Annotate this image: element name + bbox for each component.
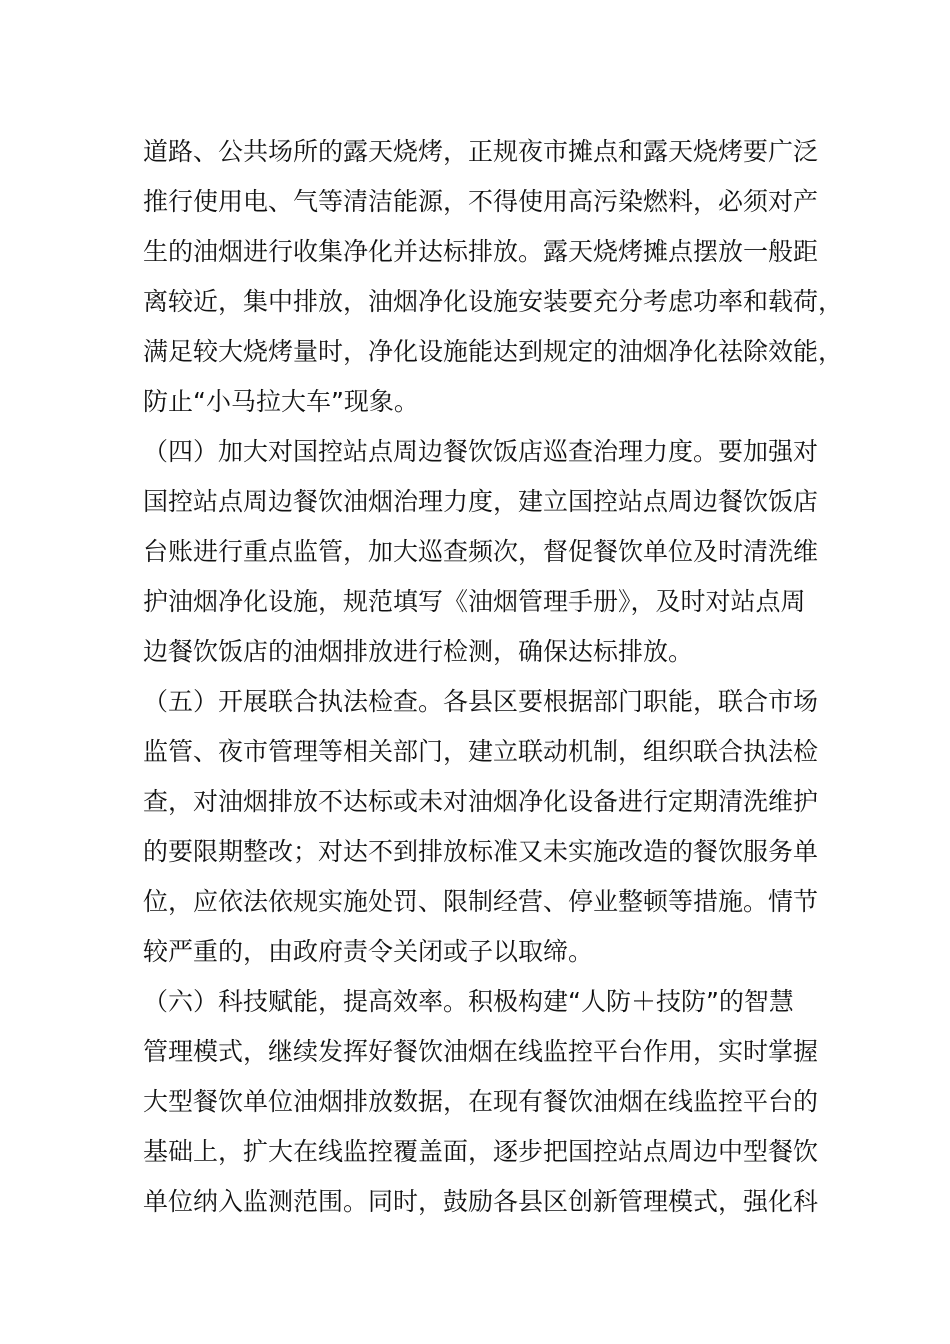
text-line: 较严重的，由政府责令关闭或子以取缔。 (143, 937, 594, 966)
text-line: 监管、夜市管理等相关部门，建立联动机制，组织联合执法检 (143, 737, 819, 766)
text-line: 道路、公共场所的露天烧烤，正规夜市摊点和露天烧烤要广泛 (143, 137, 819, 166)
text-line: 推行使用电、气等清洁能源，不得使用高污染燃料，必须对产 (143, 187, 819, 216)
text-line: 大型餐饮单位油烟排放数据，在现有餐饮油烟在线监控平台的 (143, 1087, 819, 1116)
text-line: 位，应依法依规实施处罚、限制经营、停业整顿等措施。情节 (143, 887, 819, 916)
text-line: 基础上，扩大在线监控覆盖面，逐步把国控站点周边中型餐饮 (143, 1137, 819, 1166)
text-line: 护油烟净化设施，规范填写《油烟管理手册》，及时对站点周 (143, 587, 806, 616)
text-line: 边餐饮饭店的油烟排放进行检测，确保达标排放。 (143, 637, 694, 666)
body-text (143, 127, 844, 1227)
text-line: 防止“小马拉大车”现象。 (143, 387, 419, 416)
text-line: 查，对油烟排放不达标或未对油烟净化设备进行定期清洗维护 (143, 787, 819, 816)
text-line: 满足较大烧烤量时，净化设施能达到规定的油烟净化祛除效能， (143, 337, 844, 366)
section-heading-line: （五）开展联合执法检查。各县区要根据部门职能，联合市场 (143, 687, 819, 716)
text-line: 单位纳入监测范围。同时，鼓励各县区创新管理模式，强化科 (143, 1187, 819, 1216)
section-heading-line: （四）加大对国控站点周边餐饮饭店巡查治理力度。要加强对 (143, 437, 819, 466)
text-line: 的要限期整改；对达不到排放标准又未实施改造的餐饮服务单 (143, 837, 819, 866)
text-line: 国控站点周边餐饮油烟治理力度，建立国控站点周边餐饮饭店 (143, 487, 819, 516)
text-line: 管理模式，继续发挥好餐饮油烟在线监控平台作用，实时掌握 (143, 1037, 819, 1066)
text-line: 台账进行重点监管，加大巡查频次，督促餐饮单位及时清洗维 (143, 537, 819, 566)
section-heading-line: （六）科技赋能，提高效率。积极构建“人防＋技防”的智慧 (143, 987, 794, 1016)
text-line: 生的油烟进行收集净化并达标排放。露天烧烤摊点摆放一般距 (143, 237, 819, 266)
text-line: 离较近，集中排放，油烟净化设施安装要充分考虑功率和载荷， (143, 287, 844, 316)
